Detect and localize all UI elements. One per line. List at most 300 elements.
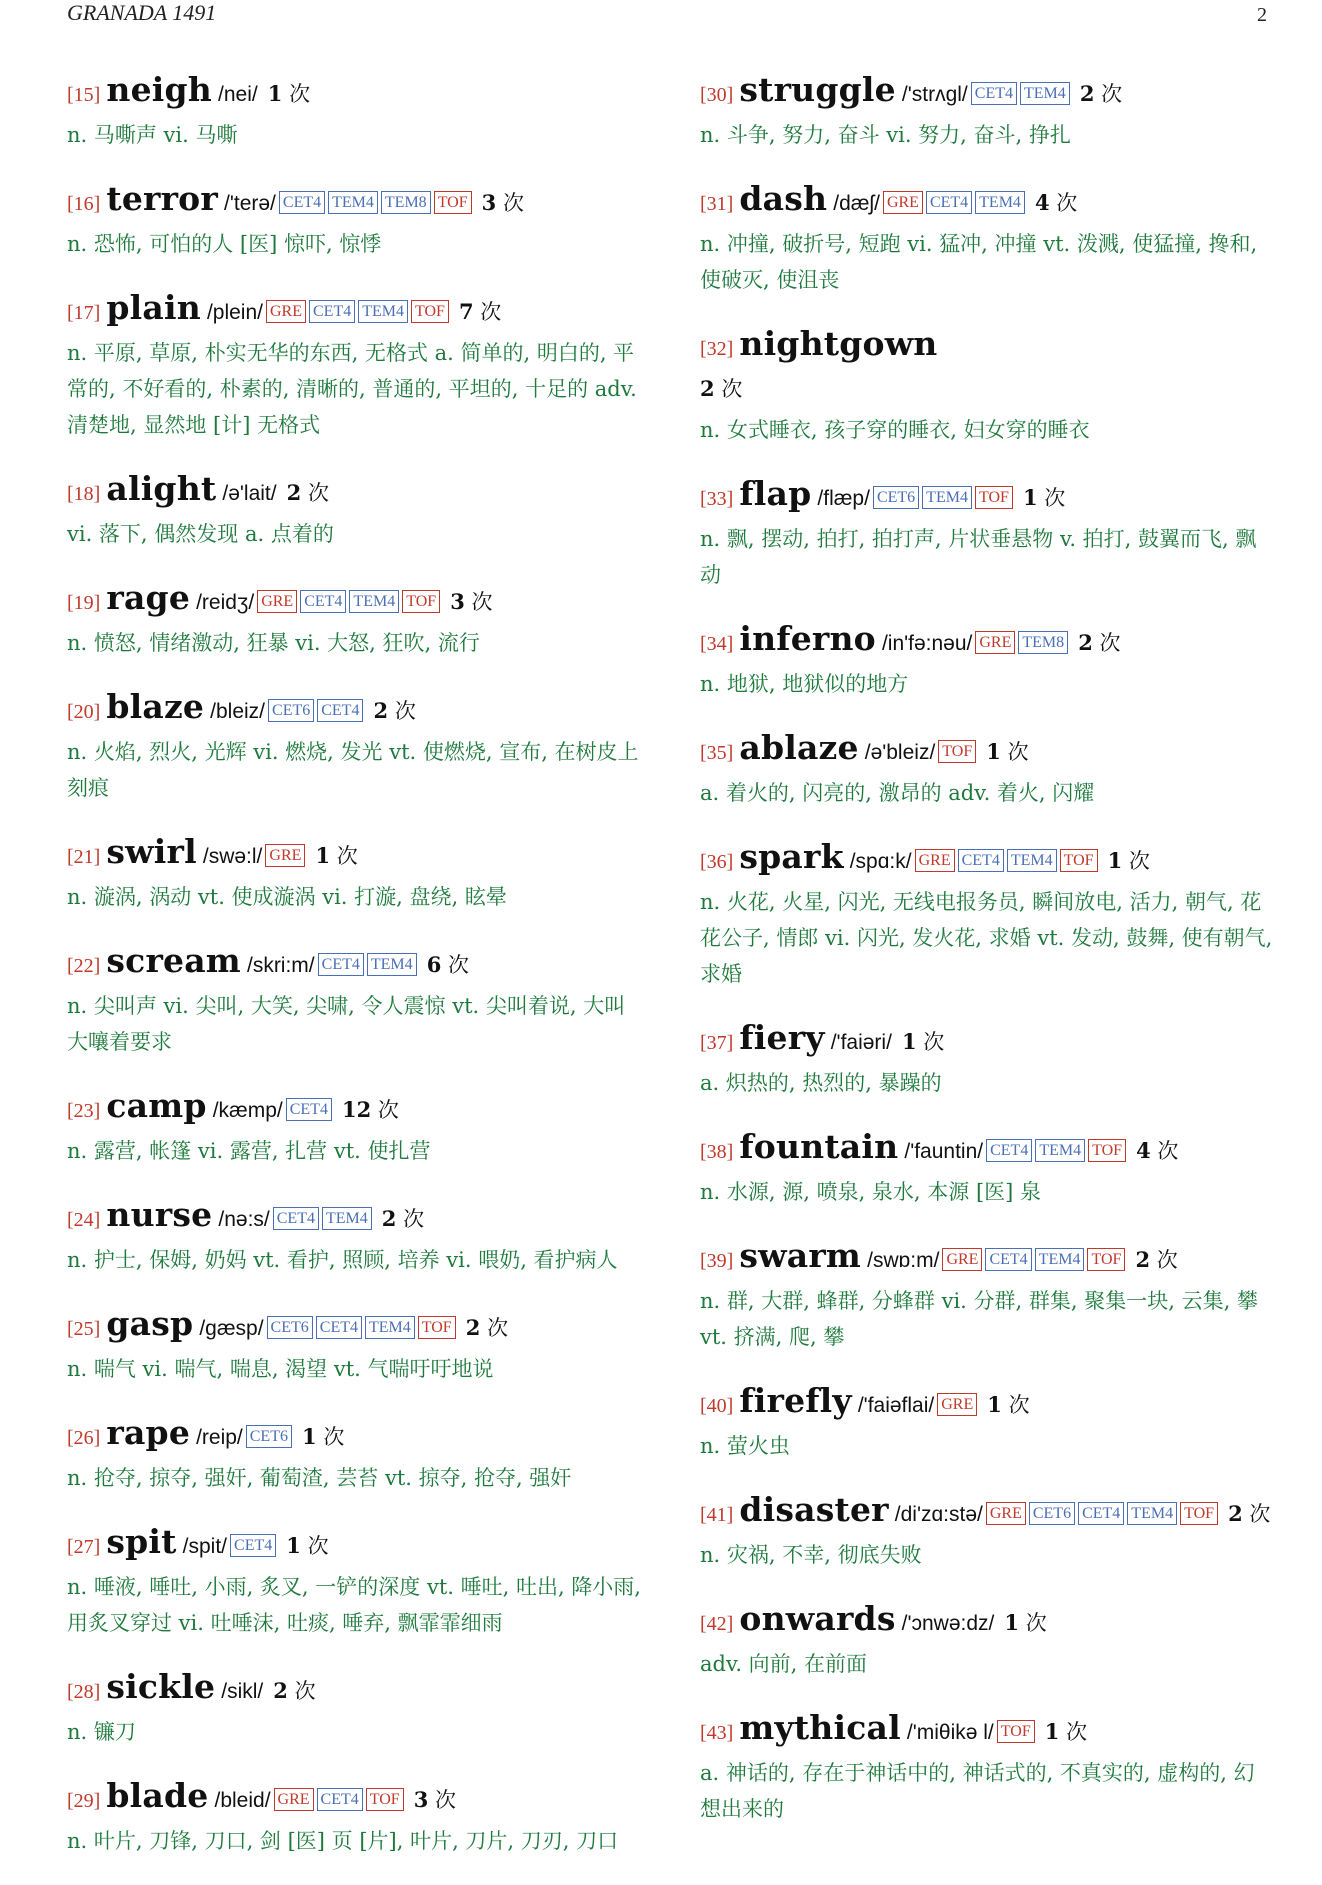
vocab-entry — [67, 941, 642, 1060]
exam-tag: GRE — [986, 1502, 1026, 1525]
headword: nightgown — [739, 324, 938, 363]
left-column — [67, 70, 642, 1885]
headword: dash — [739, 179, 828, 218]
definition: n. 飘, 摆动, 拍打, 拍打声, 片状垂悬物 v. 拍打, 鼓翼而飞, 飘动 — [700, 527, 1257, 587]
occurrence-count — [273, 1679, 315, 1703]
entry-index: [39] — [700, 1250, 734, 1272]
count-number: 7 — [458, 299, 474, 324]
definition: vi. 落下, 偶然发现 a. 点着的 — [67, 522, 334, 546]
occurrence-count — [1135, 1248, 1177, 1272]
headword: firefly — [739, 1381, 852, 1420]
pronunciation: /gæsp/ — [199, 1317, 264, 1340]
count-number: 1 — [315, 843, 331, 868]
definition: a. 神话的, 存在于神话中的, 神话式的, 不真实的, 虚构的, 幻想出来的 — [700, 1761, 1255, 1821]
headword: terror — [106, 179, 218, 218]
entry-index: [23] — [67, 1100, 101, 1122]
headword: scream — [106, 941, 241, 980]
occurrence-count — [414, 1788, 456, 1812]
entry-head — [700, 1018, 1275, 1063]
exam-tag: GRE — [265, 844, 305, 867]
count-unit: 次 — [307, 1534, 329, 1558]
occurrence-count — [302, 1425, 344, 1449]
count-number: 1 — [901, 1029, 917, 1054]
count-number: 2 — [465, 1315, 481, 1340]
vocab-entry — [700, 1127, 1275, 1210]
pronunciation: /bleid/ — [214, 1789, 271, 1812]
occurrence-count — [1228, 1502, 1270, 1526]
occurrence-count — [700, 377, 742, 401]
definition: n. 地狱, 地狱似的地方 — [700, 672, 909, 696]
occurrence-count — [986, 740, 1028, 764]
count-unit: 次 — [1007, 740, 1029, 764]
definition: n. 火焰, 烈火, 光辉 vi. 燃烧, 发光 vt. 使燃烧, 宣布, 在树皮上刻痕 — [67, 740, 639, 800]
entry-head — [67, 70, 642, 115]
vocab-entry — [67, 1522, 642, 1641]
definition: n. 护士, 保姆, 奶妈 vt. 看护, 照顾, 培养 vi. 喂奶, 看护病人 — [67, 1248, 618, 1272]
count-number: 4 — [1136, 1138, 1151, 1163]
exam-tag: TEM4 — [358, 300, 408, 323]
definition: a. 炽热的, 热烈的, 暴躁的 — [700, 1071, 942, 1095]
entry-index: [17] — [67, 302, 101, 324]
vocab-entry — [67, 832, 642, 915]
vocab-entry — [67, 1413, 642, 1496]
entry-head — [67, 687, 642, 732]
entry-index: [19] — [67, 592, 101, 614]
pronunciation: /plein/ — [206, 301, 263, 324]
exam-tag: CET4 — [286, 1098, 332, 1121]
entry-index: [41] — [700, 1504, 734, 1526]
vocab-entry — [67, 179, 642, 262]
pronunciation: /'faiəflai/ — [857, 1394, 935, 1417]
count-number: 1 — [286, 1533, 301, 1558]
vocab-entry — [67, 469, 642, 552]
exam-tag: CET4 — [230, 1534, 276, 1557]
vocab-entry — [700, 1599, 1275, 1682]
vocab-entry — [67, 1086, 642, 1169]
definition: n. 斗争, 努力, 奋斗 vi. 努力, 奋斗, 挣扎 — [700, 123, 1071, 147]
vocab-entry — [700, 1381, 1275, 1464]
entry-index: [40] — [700, 1395, 734, 1417]
pronunciation: /'faiəri/ — [830, 1031, 892, 1054]
pronunciation: /swə:l/ — [202, 845, 263, 868]
exam-tag: TOF — [1088, 1139, 1126, 1162]
count-unit: 次 — [448, 953, 469, 977]
definition: n. 漩涡, 涡动 vt. 使成漩涡 vi. 打漩, 盘绕, 眩晕 — [67, 885, 507, 909]
exam-tag: CET6 — [267, 1316, 313, 1339]
exam-tag: TEM4 — [922, 486, 972, 509]
entry-index: [21] — [67, 846, 101, 868]
exam-tag: TEM4 — [1035, 1248, 1085, 1271]
occurrence-count — [1035, 191, 1077, 215]
entry-head — [700, 324, 1275, 410]
headword: swirl — [106, 832, 197, 871]
entry-index: [34] — [700, 633, 734, 655]
pronunciation: /ə'lait/ — [222, 482, 277, 505]
vocab-entry — [67, 1304, 642, 1387]
exam-tag: TEM8 — [1018, 631, 1068, 654]
count-unit: 次 — [721, 377, 743, 401]
definition: adv. 向前, 在前面 — [700, 1652, 868, 1676]
count-number: 1 — [1107, 848, 1123, 873]
entry-head — [700, 1490, 1275, 1535]
pronunciation: /flæp/ — [817, 487, 870, 510]
count-unit: 次 — [307, 481, 329, 505]
entry-head — [67, 1776, 642, 1821]
pronunciation: /reip/ — [196, 1426, 243, 1449]
entry-index: [22] — [67, 955, 101, 977]
count-unit: 次 — [403, 1207, 425, 1231]
entry-index: [29] — [67, 1790, 101, 1812]
definition: n. 尖叫声 vi. 尖叫, 大笑, 尖啸, 令人震惊 vt. 尖叫着说, 大叫大嚷着要求 — [67, 994, 626, 1054]
vocab-entry — [67, 1776, 642, 1859]
headword: swarm — [739, 1236, 862, 1275]
definition: n. 群, 大群, 蜂群, 分蜂群 vi. 分群, 群集, 聚集一块, 云集, 攀 vt. 挤满, 爬, 攀 — [700, 1289, 1258, 1349]
definition: n. 水源, 源, 喷泉, 泉水, 本源 [医] 泉 — [700, 1180, 1042, 1204]
exam-tag: CET6 — [246, 1425, 292, 1448]
entry-head — [700, 1236, 1275, 1281]
pronunciation: /'ɔnwə:dz/ — [901, 1612, 995, 1635]
pronunciation: /skri:m/ — [246, 954, 315, 977]
definition: n. 露营, 帐篷 vi. 露营, 扎营 vt. 使扎营 — [67, 1139, 431, 1163]
headword: rape — [106, 1413, 191, 1452]
entry-head — [700, 728, 1275, 773]
definition: n. 女式睡衣, 孩子穿的睡衣, 妇女穿的睡衣 — [700, 418, 1090, 442]
vocab-entry — [700, 1018, 1275, 1101]
pronunciation: /swɒ:m/ — [867, 1249, 940, 1272]
entry-head — [700, 837, 1275, 882]
count-unit: 次 — [323, 1425, 345, 1449]
pronunciation: /nei/ — [218, 83, 258, 106]
vocab-entry — [700, 1490, 1275, 1573]
occurrence-count — [466, 1316, 508, 1340]
count-number: 1 — [1022, 485, 1038, 510]
count-number: 12 — [341, 1097, 372, 1122]
exam-tag: CET4 — [273, 1207, 319, 1230]
entry-head — [700, 474, 1275, 519]
exam-tag: TOF — [366, 1788, 404, 1811]
occurrence-count — [427, 953, 469, 977]
entry-index: [16] — [67, 193, 101, 215]
headword: mythical — [739, 1708, 901, 1747]
pronunciation: /spɑ:k/ — [849, 850, 912, 873]
vocab-entry — [700, 70, 1275, 153]
count-unit: 次 — [1101, 82, 1123, 106]
exam-tag: GRE — [883, 191, 923, 214]
entry-index: [25] — [67, 1318, 101, 1340]
vocab-entry — [700, 837, 1275, 992]
count-number: 1 — [302, 1424, 317, 1449]
occurrence-count — [286, 1534, 328, 1558]
exam-tag: CET4 — [317, 699, 363, 722]
entry-head — [67, 1522, 642, 1567]
definition: n. 镰刀 — [67, 1720, 136, 1744]
headword: struggle — [739, 70, 896, 109]
exam-tag: CET4 — [958, 849, 1004, 872]
count-unit: 次 — [1249, 1502, 1271, 1526]
entry-head — [67, 1195, 642, 1240]
exam-tag: CET6 — [268, 699, 314, 722]
vocab-entry — [67, 1667, 642, 1750]
definition: n. 愤怒, 情绪激动, 狂暴 vi. 大怒, 狂吹, 流行 — [67, 631, 480, 655]
count-number: 3 — [413, 1787, 429, 1812]
count-number: 1 — [1044, 1719, 1060, 1744]
occurrence-count — [342, 1098, 399, 1122]
vocab-entry — [67, 288, 642, 443]
page-number: 2 — [1257, 4, 1267, 26]
exam-tag: TEM4 — [975, 191, 1025, 214]
pronunciation: /'fauntin/ — [904, 1140, 984, 1163]
occurrence-count — [987, 1393, 1029, 1417]
exam-tag: TOF — [402, 590, 440, 613]
exam-tag: TEM4 — [1127, 1502, 1177, 1525]
count-unit: 次 — [923, 1030, 945, 1054]
count-number: 2 — [700, 376, 715, 401]
headword: nurse — [106, 1195, 213, 1234]
vocab-entry — [700, 179, 1275, 298]
occurrence-count — [482, 191, 524, 215]
exam-tag: CET4 — [971, 82, 1017, 105]
occurrence-count — [1108, 849, 1150, 873]
occurrence-count — [450, 590, 492, 614]
definition: n. 叶片, 刀锋, 刀口, 剑 [医] 页 [片], 叶片, 刀片, 刀刃, 刀口 — [67, 1829, 619, 1853]
definition: n. 火花, 火星, 闪光, 无线电报务员, 瞬间放电, 活力, 朝气, 花花公子, 情郎 vi. 闪光, 发火花, 求婚 vt. 发动, 鼓舞, 使有朝气, 求婚 — [700, 890, 1273, 986]
count-unit: 次 — [1128, 849, 1150, 873]
definition: n. 平原, 草原, 朴实无华的东西, 无格式 a. 简单的, 明白的, 平常的, 不好看的, 朴素的, 清晰的, 普通的, 平坦的, 十足的 adv. 清楚地, 显然地 [计] 无格式 — [67, 341, 637, 437]
vocab-entry — [67, 687, 642, 806]
count-number: 3 — [481, 190, 497, 215]
entry-head — [700, 1381, 1275, 1426]
occurrence-count — [1136, 1139, 1178, 1163]
definition: n. 萤火虫 — [700, 1434, 790, 1458]
entry-head — [67, 1086, 642, 1131]
exam-tag: TEM4 — [367, 953, 417, 976]
occurrence-count — [382, 1207, 424, 1231]
occurrence-count — [1045, 1720, 1087, 1744]
pronunciation: /nə:s/ — [218, 1208, 270, 1231]
count-number: 1 — [986, 739, 1001, 764]
count-unit: 次 — [1025, 1611, 1047, 1635]
entry-head — [700, 1708, 1275, 1753]
entry-index: [24] — [67, 1209, 101, 1231]
definition: n. 马嘶声 vi. 马嘶 — [67, 123, 238, 147]
exam-tag: CET4 — [316, 1316, 362, 1339]
count-number: 2 — [273, 1678, 288, 1703]
definition: n. 唾液, 唾吐, 小雨, 炙叉, 一铲的深度 vt. 唾吐, 吐出, 降小雨, 用炙叉穿过 vi. 吐唾沫, 吐痰, 唾弃, 飘霏霏细雨 — [67, 1575, 641, 1635]
pronunciation: /in'fə:nəu/ — [881, 632, 973, 655]
pronunciation: /kæmp/ — [212, 1099, 283, 1122]
entry-head — [67, 578, 642, 623]
entry-index: [33] — [700, 488, 734, 510]
count-number: 2 — [1079, 81, 1095, 106]
vocab-entry — [700, 728, 1275, 811]
entry-head — [700, 1599, 1275, 1644]
occurrence-count — [287, 481, 329, 505]
entry-head — [67, 179, 642, 224]
exam-tag: TOF — [1087, 1248, 1125, 1271]
headword: gasp — [106, 1304, 194, 1343]
headword: ablaze — [739, 728, 859, 767]
count-unit: 次 — [1099, 631, 1121, 655]
exam-tag: CET4 — [279, 191, 325, 214]
vocab-entry — [700, 324, 1275, 448]
vocab-entry — [700, 1708, 1275, 1827]
pronunciation: /bleiz/ — [210, 700, 266, 723]
entry-head — [67, 1667, 642, 1712]
count-unit: 次 — [1156, 1248, 1178, 1272]
entry-index: [37] — [700, 1032, 734, 1054]
headword: onwards — [739, 1599, 896, 1638]
count-number: 4 — [1034, 190, 1050, 215]
headword: flap — [739, 474, 812, 513]
headword: blade — [106, 1776, 209, 1815]
count-unit: 次 — [1044, 486, 1066, 510]
exam-tag: TEM4 — [1020, 82, 1070, 105]
headword: spit — [106, 1522, 177, 1561]
book-title: GRANADA 1491 — [67, 0, 217, 25]
exam-tag: TEM4 — [1007, 849, 1057, 872]
count-unit: 次 — [289, 82, 311, 106]
exam-tag: CET6 — [873, 486, 919, 509]
entry-index: [27] — [67, 1536, 101, 1558]
definition: n. 喘气 vi. 喘气, 喘息, 渴望 vt. 气喘吁吁地说 — [67, 1357, 494, 1381]
exam-tag: CET4 — [317, 1788, 363, 1811]
exam-tag: GRE — [942, 1248, 982, 1271]
count-number: 1 — [987, 1392, 1002, 1417]
headword: fiery — [739, 1018, 825, 1057]
exam-tag: CET4 — [986, 1139, 1032, 1162]
vocab-entry — [700, 1236, 1275, 1355]
exam-tag: CET6 — [1029, 1502, 1075, 1525]
definition: n. 恐怖, 可怕的人 [医] 惊吓, 惊悸 — [67, 232, 382, 256]
headword: inferno — [739, 619, 876, 658]
count-unit: 次 — [1056, 191, 1078, 215]
pronunciation: /dæʃ/ — [833, 192, 880, 215]
headword: alight — [106, 469, 217, 508]
entry-index: [42] — [700, 1613, 734, 1635]
vocab-entry — [67, 1195, 642, 1278]
pronunciation: /'terə/ — [224, 192, 276, 215]
count-number: 3 — [450, 589, 465, 614]
count-unit: 次 — [294, 1679, 316, 1703]
count-unit: 次 — [471, 590, 493, 614]
count-unit: 次 — [502, 191, 524, 215]
headword: plain — [106, 288, 201, 327]
pronunciation: /sikl/ — [221, 1680, 264, 1703]
exam-tag: TOF — [938, 740, 976, 763]
entry-head — [67, 832, 642, 877]
count-unit: 次 — [1008, 1393, 1030, 1417]
count-number: 2 — [1078, 630, 1093, 655]
count-unit: 次 — [487, 1316, 509, 1340]
count-number: 2 — [1135, 1247, 1151, 1272]
occurrence-count — [1004, 1611, 1046, 1635]
occurrence-count — [1023, 486, 1065, 510]
count-unit: 次 — [394, 699, 416, 723]
entry-index: [28] — [67, 1681, 101, 1703]
pronunciation: /'miθikə l/ — [906, 1721, 994, 1744]
entry-index: [38] — [700, 1141, 734, 1163]
exam-tag: CET4 — [1078, 1502, 1124, 1525]
pronunciation: /'strʌgl/ — [901, 83, 968, 106]
vocab-entry — [67, 70, 642, 153]
exam-tag: TOF — [418, 1316, 456, 1339]
pronunciation: /reidʒ/ — [196, 591, 255, 614]
entry-head — [67, 941, 642, 986]
exam-tag: TEM4 — [1035, 1139, 1085, 1162]
count-unit: 次 — [480, 300, 502, 324]
count-number: 2 — [373, 698, 389, 723]
definition: n. 灾祸, 不幸, 彻底失败 — [700, 1543, 922, 1567]
entry-head — [700, 619, 1275, 664]
exam-tag: TOF — [975, 486, 1013, 509]
exam-tag: GRE — [915, 849, 955, 872]
headword: blaze — [106, 687, 205, 726]
exam-tag: GRE — [257, 590, 297, 613]
entry-head — [67, 288, 642, 333]
count-unit: 次 — [435, 1788, 457, 1812]
exam-tag: TEM4 — [365, 1316, 415, 1339]
exam-tag: CET4 — [309, 300, 355, 323]
exam-tag: GRE — [266, 300, 306, 323]
headword: spark — [739, 837, 844, 876]
entry-index: [18] — [67, 483, 101, 505]
count-number: 2 — [1228, 1501, 1243, 1526]
occurrence-count — [1078, 631, 1120, 655]
occurrence-count — [459, 300, 501, 324]
entry-index: [43] — [700, 1722, 734, 1744]
occurrence-count — [315, 844, 357, 868]
vocab-entry — [700, 474, 1275, 593]
entry-head — [67, 1413, 642, 1458]
entry-head — [67, 1304, 642, 1349]
right-column — [700, 70, 1275, 1853]
count-unit: 次 — [336, 844, 358, 868]
occurrence-count — [374, 699, 416, 723]
vocab-entry — [67, 578, 642, 661]
entry-head — [67, 469, 642, 514]
exam-tag: TOF — [997, 1720, 1035, 1743]
entry-index: [26] — [67, 1427, 101, 1449]
entry-index: [31] — [700, 193, 734, 215]
exam-tag: CET4 — [300, 590, 346, 613]
headword: rage — [106, 578, 191, 617]
exam-tag: CET4 — [926, 191, 972, 214]
pronunciation: /spit/ — [182, 1535, 228, 1558]
entry-head — [700, 1127, 1275, 1172]
pronunciation: /ə'bleiz/ — [864, 741, 936, 764]
exam-tag: TEM4 — [322, 1207, 372, 1230]
exam-tag: GRE — [975, 631, 1015, 654]
count-unit: 次 — [377, 1098, 399, 1122]
exam-tag: TOF — [1060, 849, 1098, 872]
definition: n. 抢夺, 掠夺, 强奸, 葡萄渣, 芸苔 vt. 掠夺, 抢夺, 强奸 — [67, 1466, 572, 1490]
exam-tag: CET4 — [318, 953, 364, 976]
count-unit: 次 — [1066, 1720, 1088, 1744]
exam-tag: TEM8 — [381, 191, 431, 214]
entry-index: [15] — [67, 84, 101, 106]
exam-tag: TOF — [434, 191, 472, 214]
count-number: 1 — [1004, 1610, 1020, 1635]
headword: camp — [106, 1086, 207, 1125]
occurrence-count — [902, 1030, 944, 1054]
count-number: 6 — [426, 952, 442, 977]
entry-index: [35] — [700, 742, 734, 764]
entry-index: [20] — [67, 701, 101, 723]
definition: n. 冲撞, 破折号, 短跑 vi. 猛冲, 冲撞 vt. 泼溅, 使猛撞, 搀和, 使破灭, 使沮丧 — [700, 232, 1258, 292]
definition: a. 着火的, 闪亮的, 激昂的 adv. 着火, 闪耀 — [700, 781, 1095, 805]
exam-tag: GRE — [274, 1788, 314, 1811]
entry-head — [700, 70, 1275, 115]
